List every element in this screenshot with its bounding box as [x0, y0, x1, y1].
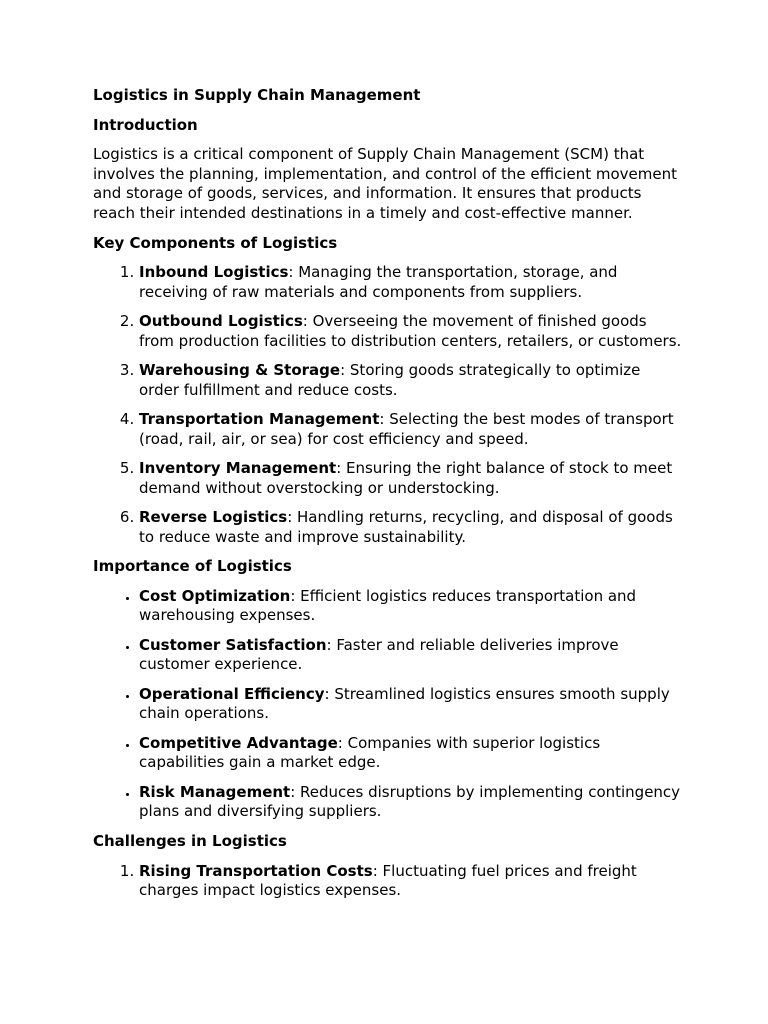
- list-item-term: Customer Satisfaction: [139, 635, 327, 654]
- list-item-text: : Efficient logistics reduces transportation and warehousing expenses.: [139, 586, 637, 625]
- list-item-term: Reverse Logistics: [139, 508, 288, 527]
- list-item-text: : Managing the transportation, storage, and receiving of raw materials and components from suppliers.: [139, 263, 618, 301]
- document-title: Logistics in Supply Chain Management: [93, 86, 421, 104]
- list-item-term: Inventory Management: [139, 459, 337, 478]
- list-item-text: : Faster and reliable deliveries improve customer experience.: [139, 635, 619, 674]
- list-item-text: : Handling returns, recycling, and disposal of goods to reduce waste and improve sustainability.: [139, 508, 673, 546]
- list-item: [139, 685, 683, 724]
- key-components-list: [93, 263, 683, 547]
- list-item-text: : Streamlined logistics ensures smooth supply chain operations.: [139, 684, 670, 723]
- list-item-term: Warehousing & Storage: [139, 361, 341, 380]
- list-item: [139, 410, 683, 449]
- list-item: [139, 636, 683, 675]
- section-heading-challenges: Challenges in Logistics: [93, 831, 287, 850]
- list-item-text: : Selecting the best modes of transport (road, rail, air, or sea) for cost efficiency and speed.: [139, 410, 674, 448]
- list-item-term: Transportation Management: [139, 410, 380, 429]
- list-item-term: Inbound Logistics: [139, 263, 289, 282]
- list-item: [139, 508, 683, 547]
- list-item-text: : Companies with superior logistics capabilities gain a market edge.: [139, 733, 601, 772]
- section-heading-importance: Importance of Logistics: [93, 557, 292, 576]
- section-heading-introduction: Introduction: [93, 115, 198, 134]
- list-item-text: : Storing goods strategically to optimize order fulfillment and reduce costs.: [139, 361, 641, 399]
- challenges-list: [93, 862, 683, 901]
- importance-list: [93, 587, 683, 822]
- document-body: [93, 86, 683, 911]
- list-item-text: : Ensuring the right balance of stock to meet demand without overstocking or understocking.: [139, 459, 673, 497]
- list-item-term: Outbound Logistics: [139, 312, 303, 331]
- list-item: [139, 263, 683, 302]
- list-item-term: Cost Optimization: [139, 586, 291, 605]
- list-item-text: : Reduces disruptions by implementing contingency plans and diversifying suppliers.: [139, 782, 681, 821]
- list-item: [139, 862, 683, 901]
- list-item: [139, 783, 683, 822]
- list-item-term: Competitive Advantage: [139, 733, 338, 752]
- list-item-text: : Fluctuating fuel prices and freight charges impact logistics expenses.: [139, 861, 637, 900]
- list-item: [139, 312, 683, 351]
- list-item-term: Operational Efficiency: [139, 684, 325, 703]
- section-heading-key-components: Key Components of Logistics: [93, 233, 338, 252]
- introduction-paragraph: Logistics is a critical component of Supply Chain Management (SCM) that involves the planning, implementation, and control of the efficient movement and storage of goods, services, and information. It ensures that products reach their intended destinations in a timely and cost-effective manner.: [93, 145, 677, 222]
- list-item-text: : Overseeing the movement of finished goods from production facilities to distribution centers, retailers, or customers.: [139, 312, 682, 350]
- list-item: [139, 587, 683, 626]
- list-item: [139, 459, 683, 498]
- list-item: [139, 734, 683, 773]
- list-item-term: Risk Management: [139, 782, 291, 801]
- list-item: [139, 361, 683, 400]
- list-item-term: Rising Transportation Costs: [139, 861, 373, 880]
